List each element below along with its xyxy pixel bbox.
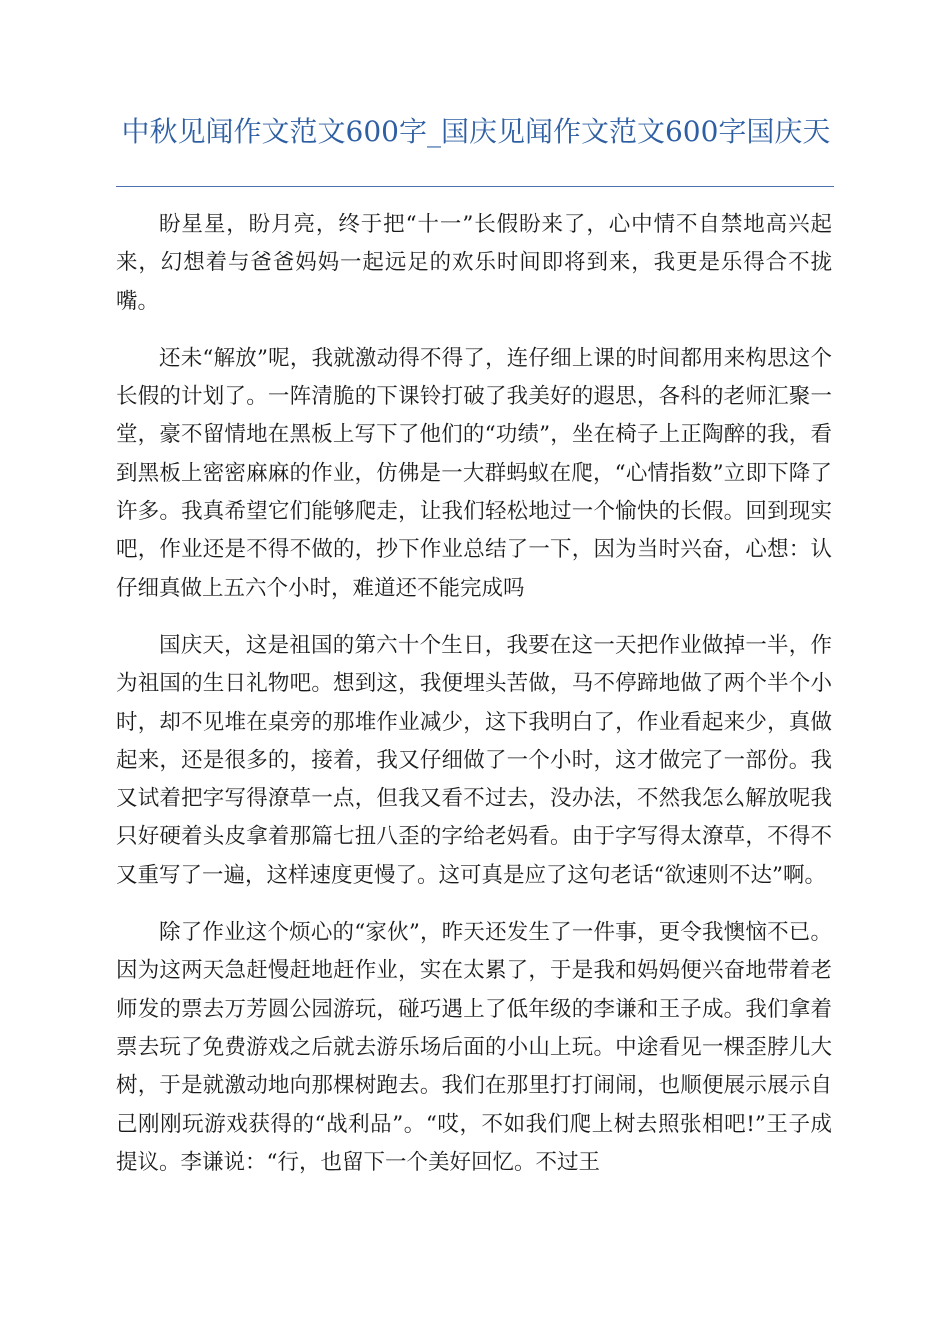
- paragraph-2: 还未“解放”呢，我就激动得不得了，连仔细上课的时间都用来构思这个长假的计划了。一阵清脆的下课铃打破了我美好的遐思，各科的老师汇聚一堂，豪不留情地在黑板上写下了他们的“功绩”，坐在椅子上正陶醉的我，看到黑板上密密麻麻的作业，仿佛是一大群蚂蚁在爬，“心情指数”立即下降了许多。我真希望它们能够爬走，让我们轻松地过一个愉快的长假。回到现实吧，作业还是不得不做的，抄下作业总结了一下，因为当时兴奋，心想：认仔细真做上五六个小时，难道还不能完成吗: [116, 345, 832, 601]
- paragraph-4: 除了作业这个烦心的“家伙”，昨天还发生了一件事，更令我懊恼不已。因为这两天急赶慢赶地赶作业，实在太累了，于是我和妈妈便兴奋地带着老师发的票去万芳圆公园游玩，碰巧遇上了低年级的李谦和王子成。我们拿着票去玩了免费游戏之后就去游乐场后面的小山上玩。中途看见一棵歪脖儿大树，于是就激动地向那棵树跑去。我们在那里打打闹闹，也顺便展示展示自己刚刚玩游戏获得的“战利品”。“哎，不如我们爬上树去照张相吧!”王子成提议。李谦说：“行，也留下一个美好回忆。不过王: [116, 920, 832, 1175]
- paragraph-1: 盼星星，盼月亮，终于把“十一”长假盼来了，心中情不自禁地高兴起来，幻想着与爸爸妈妈一起远足的欢乐时间即将到来，我更是乐得合不拢嘴。: [116, 212, 832, 314]
- paragraph-3: 国庆天，这是祖国的第六十个生日，我要在这一天把作业做掉一半，作为祖国的生日礼物吧。想到这，我便埋头苦做，马不停蹄地做了两个半个小时，却不见堆在桌旁的那堆作业减少，这下我明白了，作业看起来少，真做起来，还是很多的，接着，我又仔细做了一个小时，这才做完了一部份。我又试着把字写得潦草一点，但我又看不过去，没办法，不然我怎么解放呢我只好硬着头皮拿着那篇七扭八歪的字给老妈看。由于字写得太潦草，不得不又重写了一遍，这样速度更慢了。这可真是应了这句老话“欲速则不达”啊。: [116, 632, 832, 888]
- document-title: 中秋见闻作文范文600字_国庆见闻作文范文600字国庆天: [121, 115, 831, 148]
- title-underline: [116, 186, 834, 187]
- document-body: [116, 206, 832, 1182]
